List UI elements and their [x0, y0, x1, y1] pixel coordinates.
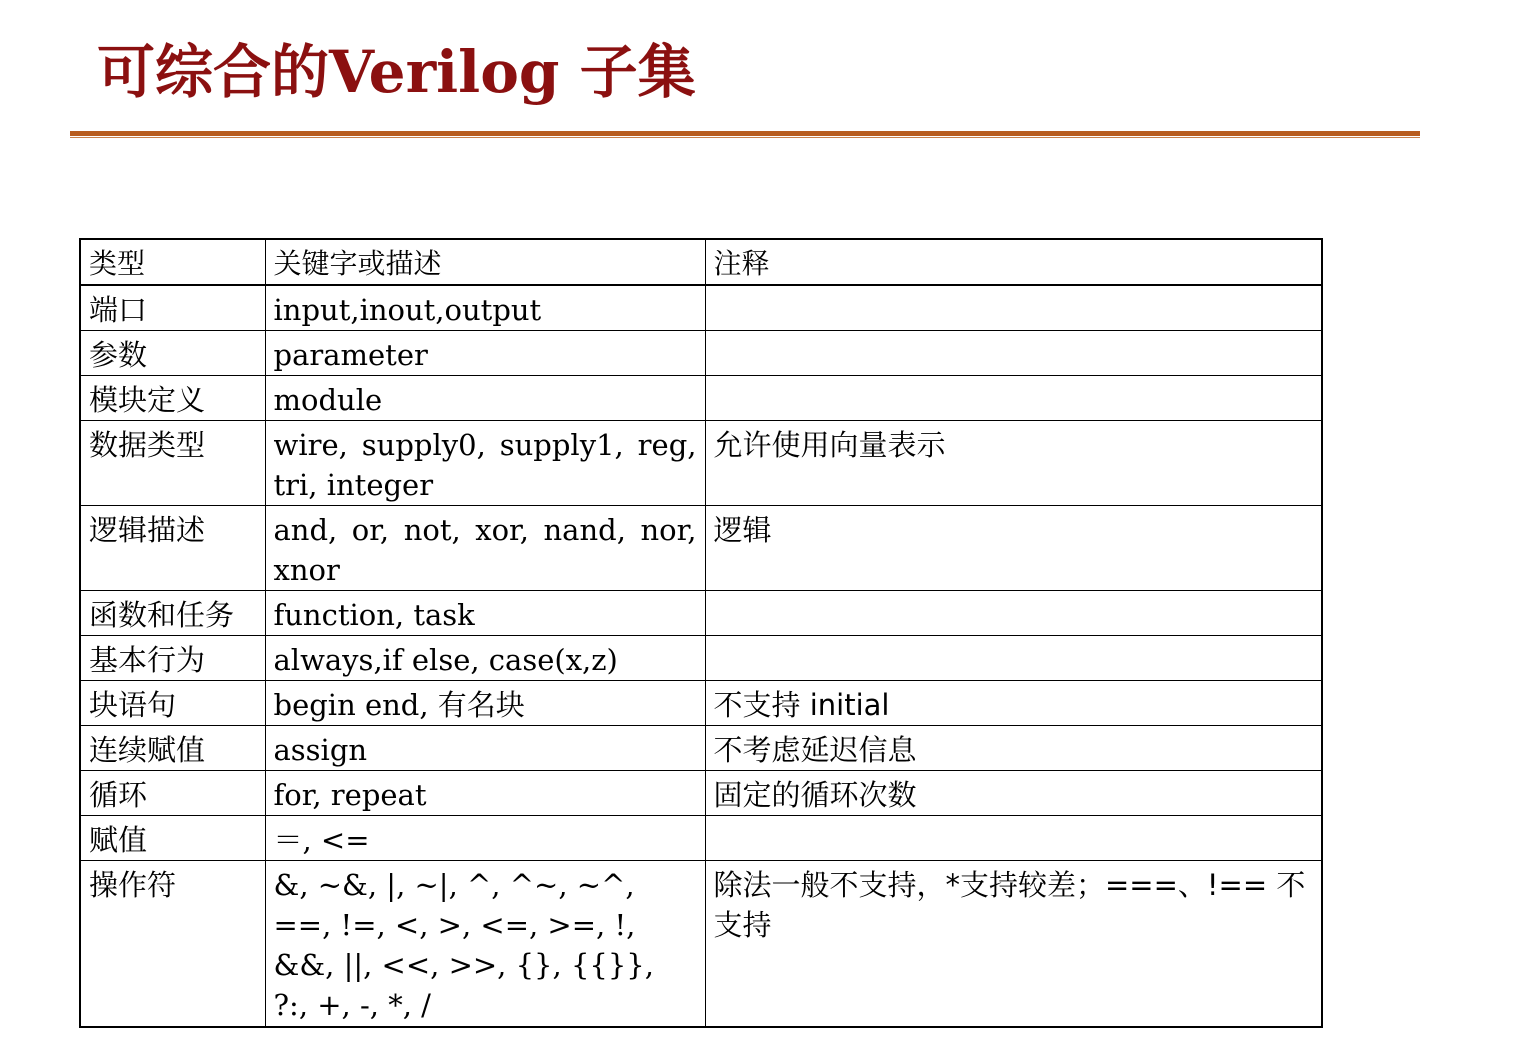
row-type: 循环 [80, 771, 265, 816]
row-note: 不支持 initial [705, 681, 1322, 726]
row-keywords: and, or, not, xor, nand, nor, xnor [265, 506, 705, 591]
table-header-row [80, 239, 1322, 285]
row-note: 固定的循环次数 [705, 771, 1322, 816]
row-type: 连续赋值 [80, 726, 265, 771]
row-type: 基本行为 [80, 636, 265, 681]
table-row [80, 681, 1322, 726]
row-type: 函数和任务 [80, 591, 265, 636]
row-note: 逻辑 [705, 506, 1322, 591]
synthesizable-subset-table [79, 238, 1323, 1028]
row-note [705, 376, 1322, 421]
row-keywords: parameter [265, 331, 705, 376]
table-row [80, 591, 1322, 636]
row-keywords: &, ~&, |, ~|, ^, ^~, ~^, ==, !=, <, >, <=, >=, !, &&, ||, <<, >>, {}, {{}}, ?:, +, -, *, / [265, 861, 705, 1027]
row-type: 数据类型 [80, 421, 265, 506]
row-keywords: input,inout,output [265, 285, 705, 331]
row-keywords: function, task [265, 591, 705, 636]
table-row [80, 861, 1322, 1027]
table-row [80, 331, 1322, 376]
row-type: 赋值 [80, 816, 265, 861]
row-keywords: for, repeat [265, 771, 705, 816]
table-row [80, 726, 1322, 771]
row-type: 逻辑描述 [80, 506, 265, 591]
row-note [705, 331, 1322, 376]
row-keywords: wire, supply0, supply1, reg, tri, integer [265, 421, 705, 506]
row-keywords: begin end, 有名块 [265, 681, 705, 726]
title-divider [70, 131, 1420, 136]
row-note [705, 636, 1322, 681]
row-note: 除法一般不支持，*支持较差；===、!== 不支持 [705, 861, 1322, 1027]
slide-title: 可综合的Verilog 子集 [97, 38, 696, 106]
row-note: 不考虑延迟信息 [705, 726, 1322, 771]
row-type: 参数 [80, 331, 265, 376]
row-note [705, 591, 1322, 636]
row-note [705, 285, 1322, 331]
row-type: 操作符 [80, 861, 265, 1027]
row-keywords: assign [265, 726, 705, 771]
header-note: 注释 [705, 239, 1322, 285]
table-row [80, 376, 1322, 421]
row-keywords: always,if else, case(x,z) [265, 636, 705, 681]
table-row [80, 285, 1322, 331]
table-row [80, 506, 1322, 591]
row-note: 允许使用向量表示 [705, 421, 1322, 506]
table-row [80, 816, 1322, 861]
row-type: 块语句 [80, 681, 265, 726]
table-row [80, 771, 1322, 816]
title-divider-thin [70, 137, 1420, 138]
header-type: 类型 [80, 239, 265, 285]
table-row [80, 636, 1322, 681]
row-note [705, 816, 1322, 861]
row-keywords: ＝, <= [265, 816, 705, 861]
row-keywords: module [265, 376, 705, 421]
row-type: 模块定义 [80, 376, 265, 421]
header-keywords: 关键字或描述 [265, 239, 705, 285]
table-row [80, 421, 1322, 506]
row-type: 端口 [80, 285, 265, 331]
